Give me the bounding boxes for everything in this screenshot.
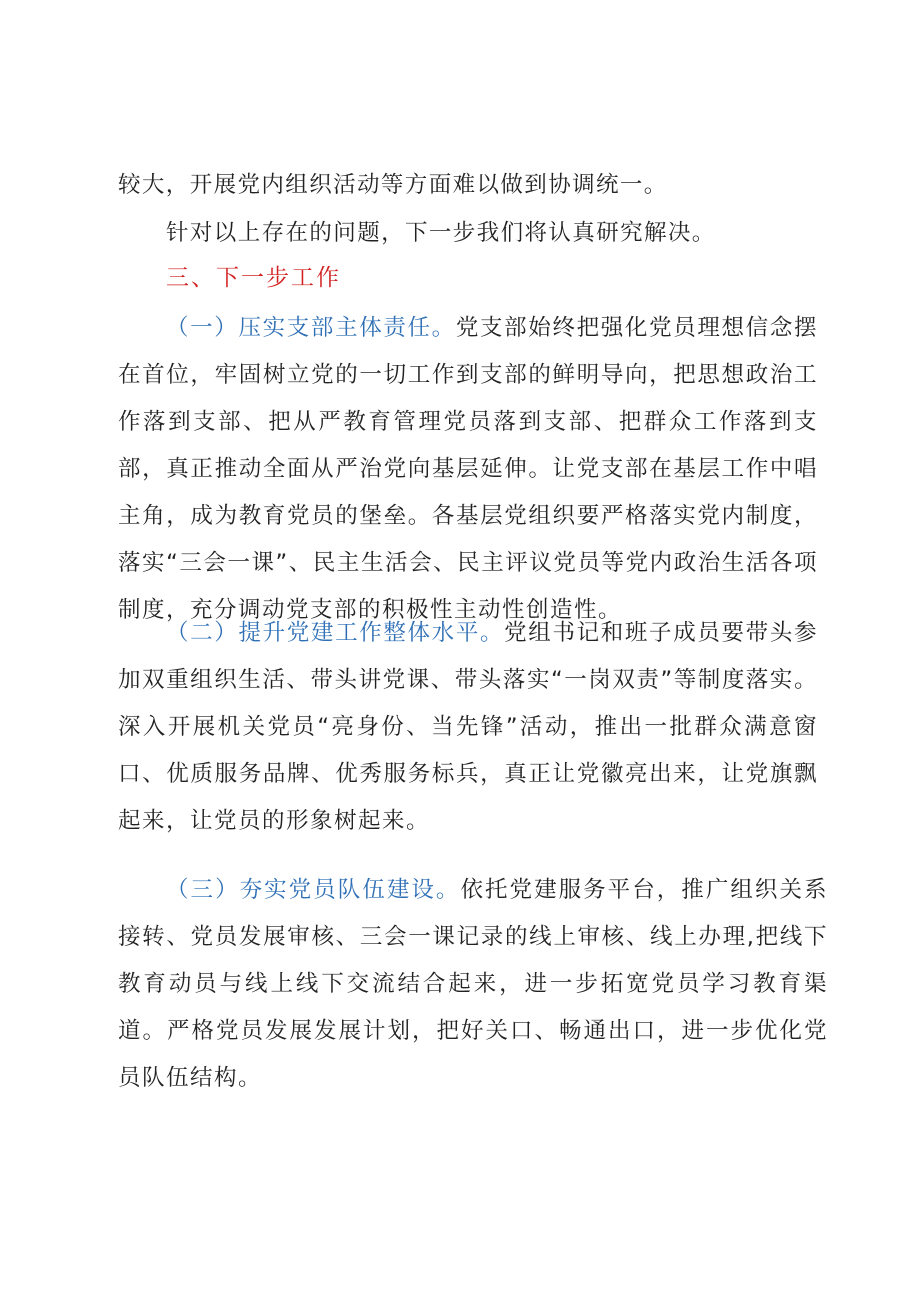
paragraph-1-text: 党支部始终把强化党员理想信念摆在首位，牢固树立党的一切工作到支部的鲜明导向，把思想政治工作落到支部、把从严教育管理党员落到支部、把群众工作落到支部，真正推动全面从严治党向基层延伸。让党支部在基层工作中唱主角，成为教育党员的堡垒。各基层党组织要严格落实党内制度，落实“三会一课”、民主生活会、民主评议党员等党内政治生活各项制度，充分调动党支部的积极性主动性创造性。 xyxy=(118,315,818,623)
paragraph-3 xyxy=(118,867,828,1102)
section-heading: 三、下一步工作 xyxy=(166,265,341,291)
paragraph-3-text: 依托党建服务平台，推广组织关系接转、党员发展审核、三会一课记录的线上审核、线上办理,把线下教育动员与线上线下交流结合起来，进一步拓宽党员学习教育渠道。严格党员发展发展计划，把好关口、畅通出口，进一步优化党员队伍结构。 xyxy=(118,877,828,1091)
paragraph-2 xyxy=(118,610,818,845)
continuation-line: 较大，开展党内组织活动等方面难以做到协调统一。 xyxy=(118,172,668,198)
paragraph-1 xyxy=(118,305,818,634)
paragraph-3-subheading: （三）夯实党员队伍建设。 xyxy=(166,877,461,903)
paragraph-2-text: 党组书记和班子成员要带头参加双重组织生活、带头讲党课、带头落实“一岗双责”等制度落实。深入开展机关党员“亮身份、当先锋”活动，推出一批群众满意窗口、优质服务品牌、优秀服务标兵，真正让党徽亮出来，让党旗飘起来，让党员的形象树起来。 xyxy=(118,620,818,834)
paragraph-1-subheading: （一）压实支部主体责任。 xyxy=(166,315,456,341)
paragraph-2-subheading: （二）提升党建工作整体水平。 xyxy=(166,620,505,646)
transition-sentence: 针对以上存在的问题，下一步我们将认真研究解决。 xyxy=(166,220,716,246)
